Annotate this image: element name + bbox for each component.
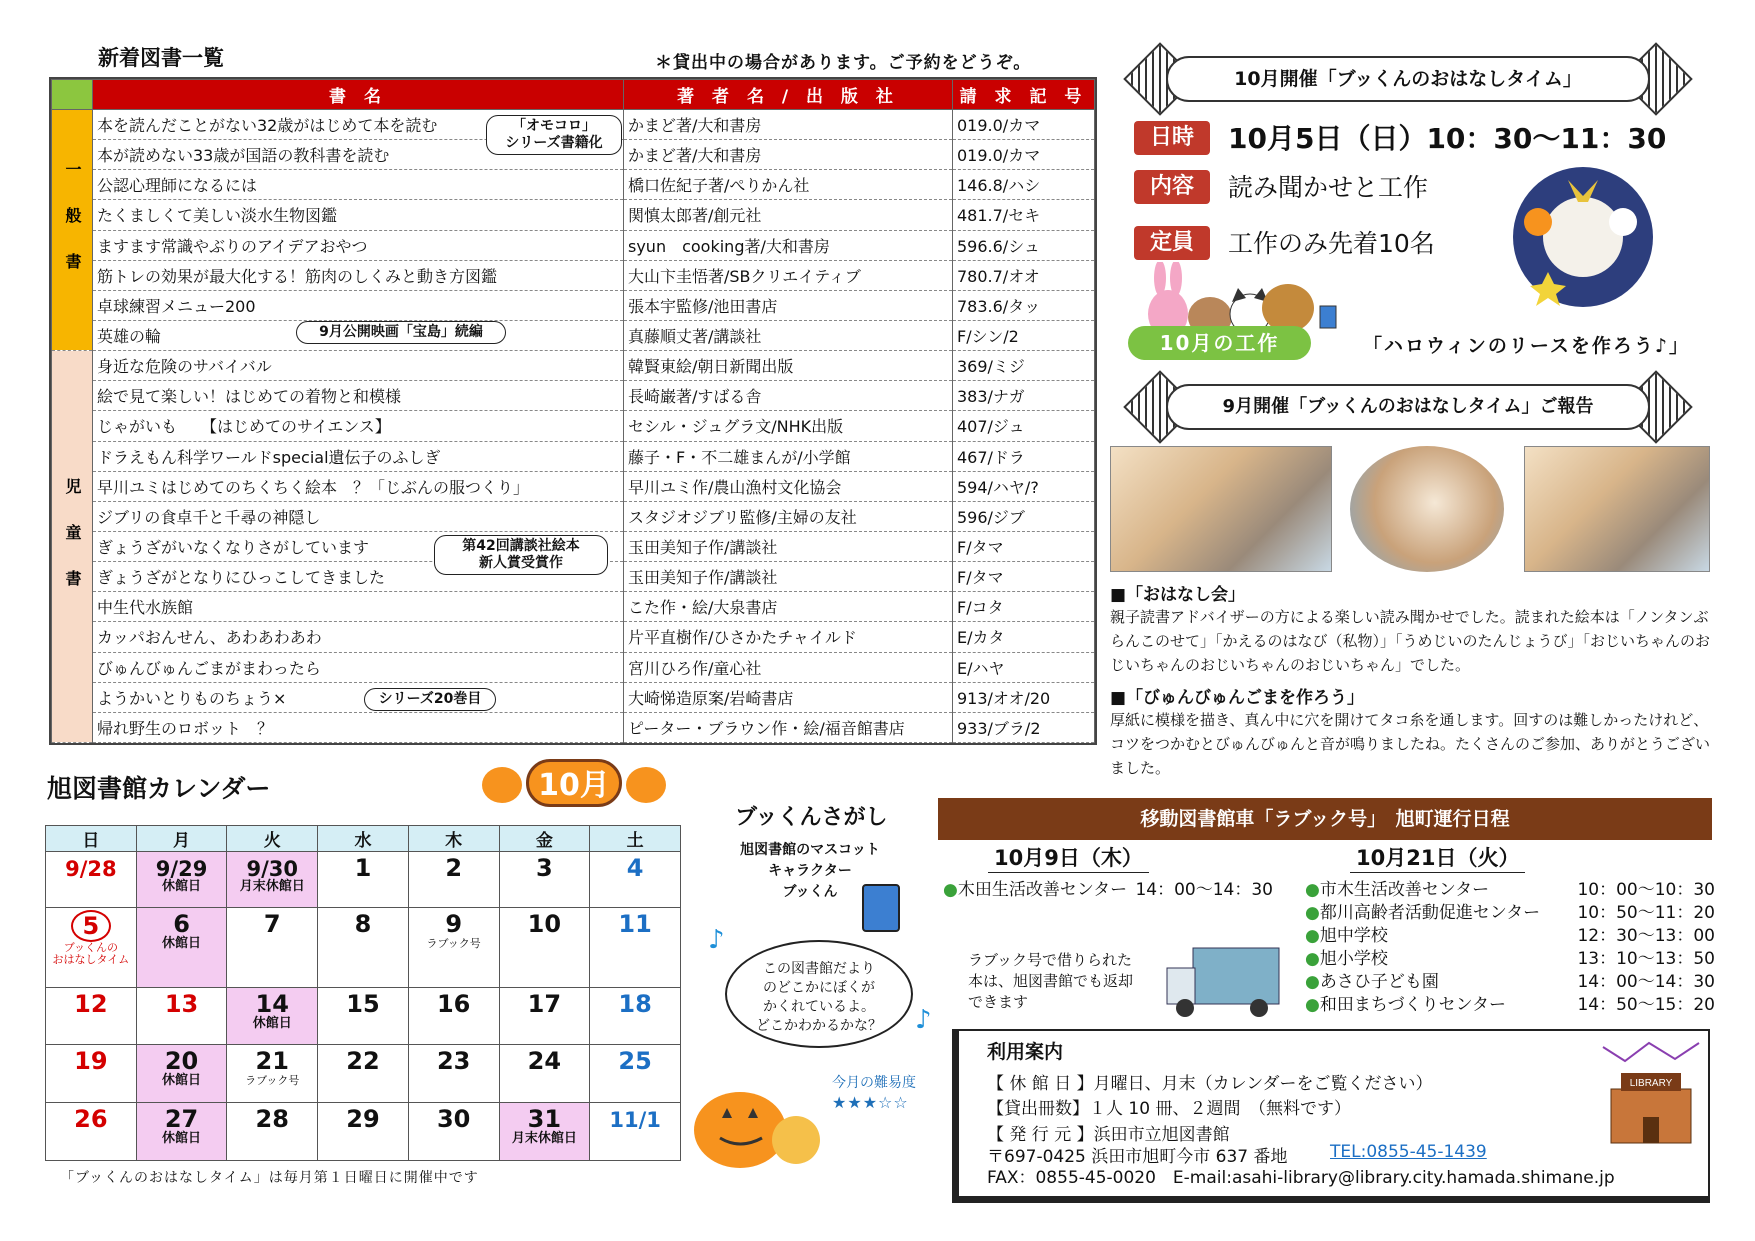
book-author: 藤子・F・不二雄まんが/小学館 (624, 441, 953, 471)
halloween-wreath-photo (1508, 162, 1658, 312)
book-title: ジブリの食卓千と千尋の神隠し (93, 501, 624, 531)
bubble-series: シリーズ20巻目 (364, 688, 496, 711)
day-number: 7 (263, 910, 281, 939)
day-number: 9/29 (155, 857, 208, 881)
weekday-header: 月 (136, 826, 227, 852)
table-row (52, 200, 1095, 230)
day-number: 2 (445, 854, 463, 882)
day-number: 15 (346, 989, 380, 1018)
pumpkin-illustration (692, 1078, 822, 1170)
ohanashi-banner (1128, 50, 1688, 108)
day-number: 9/30 (246, 857, 299, 881)
book-title: 本を読んだことがない32歳がはじめて本を読む (93, 110, 624, 140)
day-number: 10 (527, 910, 562, 939)
book-code: 019.0/カマ (953, 110, 1095, 140)
day-number: 3 (536, 854, 553, 882)
green-dot-icon: ● (1305, 995, 1320, 1015)
calendar-day (227, 1045, 318, 1103)
stop-time: 14：00～14：30 (1577, 972, 1715, 992)
calendar-day (318, 987, 409, 1045)
report-heading-spinning-top: ■「びゅんびゅんごまを作ろう」 (1110, 688, 1365, 708)
book-author: 玉田美知子作/講談社 (624, 562, 953, 592)
truck-stop (1305, 902, 1715, 925)
stop-place: 木田生活改善センター (957, 880, 1128, 900)
pumpkin-icon (626, 767, 666, 803)
book-title: ぎょうざがいなくなりさがしています (93, 531, 624, 561)
book-title: ようかいとりものちょう× (93, 682, 624, 712)
month-label: 10月 (526, 759, 622, 807)
stop-place: 和田まちづくりセンター (1319, 995, 1506, 1015)
date-value: 10月5日（日）10：30～11：30 (1228, 122, 1667, 155)
report-text-spinning-top: 厚紙に模様を描き、真ん中に穴を開けてタコ糸を通します。回すのは難しかったけれど、コツをつかむとびゅんびゅんと音が鳴りましたね。たくさんのご参加、ありがとうございました。 (1110, 711, 1711, 777)
book-title: ドラえもん科学ワールドspecial遺伝子のふしぎ (93, 441, 624, 471)
calendar-day (227, 1103, 318, 1161)
day-number: 21 (255, 1047, 289, 1076)
day-number: 24 (527, 1047, 562, 1076)
day-note: 月末休館日 (511, 1131, 577, 1147)
book-title: 卓球練習メニュー200 (93, 290, 624, 320)
book-author: ピーター・ブラウン作・絵/福音館書店 (624, 712, 953, 742)
day-number: 12 (74, 989, 108, 1018)
storytime-photo (1110, 446, 1332, 572)
calendar-title: 旭図書館カレンダー (47, 774, 271, 803)
category-general: 一般書 (52, 110, 93, 351)
book-author: 早川ユミ作/農山漁村文化協会 (624, 471, 953, 501)
calendar-day (136, 1045, 227, 1103)
table-row (52, 381, 1095, 411)
calendar-grid (45, 825, 681, 1161)
book-code: F/タマ (953, 531, 1095, 561)
table-row (52, 170, 1095, 200)
day-number: 29 (346, 1105, 380, 1134)
stop-place: 都川高齢者活動促進センター (1319, 903, 1541, 923)
book-author: 宮川ひろ作/童心社 (624, 652, 953, 682)
book-author: 張本宇監修/池田書店 (624, 290, 953, 320)
truck-stop (1305, 925, 1715, 948)
difficulty-label: 今月の難易度 (832, 1075, 916, 1091)
calendar-day (46, 987, 137, 1045)
book-title: 身近な危険のサバイバル (93, 351, 624, 381)
books-note: ＊貸出中の場合があります。ご予約をどうぞ。 (655, 53, 1032, 73)
stop-time: 13：10～13：50 (1577, 949, 1715, 969)
calendar-day (408, 1103, 499, 1161)
weekday-header: 土 (590, 826, 681, 852)
book-title: ぎょうざがとなりにひっこしてきました (93, 562, 624, 592)
truck-day1-stops (943, 879, 1273, 902)
green-dot-icon: ● (1305, 949, 1320, 969)
table-row (52, 441, 1095, 471)
weekday-header: 日 (46, 826, 137, 852)
green-dot-icon: ● (1305, 972, 1320, 992)
calendar-day (318, 1103, 409, 1161)
green-dot-icon: ● (1305, 880, 1320, 900)
calendar-day (408, 987, 499, 1045)
day-number: 1 (354, 854, 372, 882)
day-number: 11/1 (609, 1108, 661, 1133)
stop-time: 10：50～11：20 (1577, 903, 1715, 923)
truck-stop (943, 879, 1273, 902)
book-code: 594/ハヤ/? (953, 471, 1095, 501)
book-title: カッパおんせん、あわあわあわ (93, 622, 624, 652)
book-author: かまど著/大和書房 (624, 110, 953, 140)
book-title: 本が読めない33歳が国語の教科書を読む (93, 140, 624, 170)
day-number: 11 (618, 910, 652, 939)
calendar-day (46, 852, 137, 908)
day-number: 30 (436, 1105, 471, 1134)
truck-stop (1305, 971, 1715, 994)
weekday-header: 金 (499, 826, 590, 852)
calendar-day (499, 908, 590, 987)
calendar-day (46, 1103, 137, 1161)
day-number: 27 (164, 1105, 199, 1134)
books-title: 新着図書一覧 (98, 46, 224, 70)
day-number: 19 (74, 1047, 108, 1076)
stop-place: 市木生活改善センター (1319, 880, 1490, 900)
capacity-label: 定員 (1134, 226, 1210, 260)
bubble-omokoro: 「オモコロ」 シリーズ書籍化 (486, 115, 622, 155)
truck-stop (1305, 994, 1715, 1017)
book-code: E/ハヤ (953, 652, 1095, 682)
day-number: 16 (436, 989, 471, 1018)
report-text-storytime: 親子読書アドバイザーの方による楽しい読み聞かせでした。読まれた絵本は「ノンタンぶらんこのせて」「かえるのはなび（私物）」「うめじいのたんじょうび」「おじいちゃんのおじいちゃんのおじいちゃんのおじいちゃん」でした。 (1110, 608, 1711, 674)
calendar-day (46, 1045, 137, 1103)
report-heading-storytime: ■「おはなし会」 (1110, 585, 1246, 605)
info-closed-days: 【 休 館 日 】月曜日、月末（カレンダーをご覧ください） (987, 1074, 1433, 1094)
table-row (52, 501, 1095, 531)
info-address: 〒697-0425 浜田市旭町今市 637 番地 (987, 1147, 1288, 1167)
day-number: 26 (74, 1105, 108, 1134)
bukun-title: ブッくんさがし (735, 805, 888, 830)
book-code: 369/ミジ (953, 351, 1095, 381)
library-building-icon (1599, 1033, 1703, 1145)
calendar-day (227, 908, 318, 987)
day-note: 月末休館日 (239, 879, 305, 894)
book-title: 筋トレの効果が最大化する！筋肉のしくみと動き方図鑑 (93, 260, 624, 290)
weekday-header: 水 (318, 826, 409, 852)
day-note: 休館日 (162, 879, 202, 894)
day-number: 31 (527, 1105, 562, 1134)
book-code: 913/オオ/20 (953, 682, 1095, 712)
book-title: 中生代水族館 (93, 592, 624, 622)
music-note-icon: ♪ (915, 1005, 932, 1035)
calendar-day (136, 987, 227, 1045)
new-books-table (49, 77, 1097, 745)
book-author: syun cooking著/大和書房 (624, 230, 953, 260)
header-author: 著 者 名 / 出 版 社 (624, 80, 953, 110)
table-row (52, 622, 1095, 652)
book-author: 橋口佐紀子著/ぺりかん社 (624, 170, 953, 200)
truck-note: ラブック号で借りられた 本は、旭図書館でも返却 できます (968, 951, 1134, 1011)
day-note: 休館日 (162, 936, 202, 952)
calendar-day (136, 852, 227, 908)
table-row (52, 260, 1095, 290)
calendar-day (46, 908, 137, 987)
category-children: 児童書 (52, 351, 93, 743)
book-title: じゃがいも 【はじめてのサイエンス】 (93, 411, 624, 441)
bukun-mascot-text: 旭図書館のマスコット キャラクター ブッくん (740, 842, 880, 900)
calendar-day (227, 987, 318, 1045)
truck-stop (1305, 948, 1715, 971)
difficulty-stars: ★★★☆☆ (832, 1093, 909, 1112)
book-code: 783.6/タッ (953, 290, 1095, 320)
book-author: 玉田美知子作/講談社 (624, 531, 953, 561)
stop-time: 10：00～10：30 (1577, 880, 1715, 900)
book-code: 780.7/オオ (953, 260, 1095, 290)
book-code: 933/ブラ/2 (953, 712, 1095, 742)
stop-time: 14：50～15：20 (1577, 995, 1715, 1015)
craft-text: 「ハロウィンのリースを作ろう♪」 (1363, 335, 1691, 357)
truck-day2-stops (1305, 879, 1715, 1017)
info-fax-email: FAX：0855-45-0020 E-mail:asahi-library@library.city.hamada.shimane.jp (987, 1168, 1615, 1188)
day-note: ブッくんの おはなしタイム (52, 941, 130, 967)
book-code: E/カタ (953, 622, 1095, 652)
truck-day1: 10月9日（木） (988, 842, 1149, 873)
day-note: 休館日 (252, 1015, 292, 1031)
book-title: びゅんびゅんごまがまわったら (93, 652, 624, 682)
table-row (52, 230, 1095, 260)
book-author: かまど著/大和書房 (624, 140, 953, 170)
day-note: 休館日 (162, 1073, 202, 1089)
bukun-speech-bubble: この図書館だより のどこかにぼくが かくれているよ。 どこかわかるかな？ (725, 940, 913, 1048)
book-title: 帰れ野生のロボット ？ (93, 712, 624, 742)
book-code: 146.8/ハシ (953, 170, 1095, 200)
calendar-day (590, 908, 681, 987)
table-row (52, 411, 1095, 441)
book-author: 韓賢東絵/朝日新聞出版 (624, 351, 953, 381)
calendar-day (590, 1045, 681, 1103)
mobile-library-truck-icon (1163, 944, 1283, 1022)
usage-info-box (952, 1029, 1710, 1203)
calendar-day (590, 852, 681, 908)
day-number: 8 (354, 910, 372, 939)
table-row (52, 712, 1095, 742)
calendar-day (590, 987, 681, 1045)
report-banner-text: 9月開催「ブッくんのおはなしタイム」ご報告 (1166, 384, 1650, 430)
book-code: 481.7/セキ (953, 200, 1095, 230)
content-value: 読み聞かせと工作 (1228, 173, 1429, 202)
table-row (52, 320, 1095, 350)
book-code: 596/ジブ (953, 501, 1095, 531)
weekday-header: 木 (408, 826, 499, 852)
craft-photo (1524, 446, 1710, 572)
stop-place: 旭中学校 (1319, 926, 1388, 946)
capacity-value: 工作のみ先着10名 (1228, 229, 1435, 258)
book-author: 片平直樹作/ひさかたチャイルド (624, 622, 953, 652)
book-author: 関慎太郎著/創元社 (624, 200, 953, 230)
book-code: F/コタ (953, 592, 1095, 622)
day-number: 6 (173, 910, 190, 939)
book-author: 大崎悌造原案/岩崎書店 (624, 682, 953, 712)
day-number: 20 (164, 1047, 199, 1076)
table-row (52, 351, 1095, 381)
calendar-day (318, 852, 409, 908)
calendar-day (408, 908, 499, 987)
book-code: 467/ドラ (953, 441, 1095, 471)
music-note-icon: ♪ (708, 925, 725, 955)
day-number: 17 (527, 989, 562, 1018)
calendar-day (408, 852, 499, 908)
bubble-movie: 9月公開映画「宝島」続編 (296, 321, 506, 344)
header-code: 請 求 記 号 (953, 80, 1095, 110)
day-number: 13 (164, 989, 199, 1018)
day-number: 25 (618, 1047, 652, 1076)
calendar-day (408, 1045, 499, 1103)
date-label: 日時 (1134, 121, 1210, 155)
stop-place: あさひ子ども園 (1319, 972, 1439, 992)
truck-day2: 10月21日（火） (1350, 842, 1525, 873)
month-badge (482, 759, 666, 807)
stop-time: 12：30～13：00 (1577, 926, 1715, 946)
day-number: 9 (445, 910, 463, 939)
book-title: たくましくて美しい淡水生物図鑑 (93, 200, 624, 230)
green-dot-icon: ● (943, 880, 958, 900)
day-number: 9/28 (65, 857, 117, 881)
table-row (52, 471, 1095, 501)
table-row (52, 652, 1095, 682)
day-number: 28 (255, 1105, 289, 1134)
header-title: 書 名 (93, 80, 624, 110)
calendar-day (499, 852, 590, 908)
book-code: F/タマ (953, 562, 1095, 592)
calendar-day (499, 1103, 590, 1161)
pumpkin-icon (482, 767, 522, 803)
table-corner (52, 80, 93, 110)
calendar-day (318, 908, 409, 987)
report-banner (1128, 378, 1688, 436)
stop-place: 旭小学校 (1319, 949, 1388, 969)
truck-stop (1305, 879, 1715, 902)
book-code: 019.0/カマ (953, 140, 1095, 170)
day-note: 休館日 (162, 1131, 202, 1147)
book-title: 英雄の輪 (93, 320, 624, 350)
table-row (52, 290, 1095, 320)
day-number: 4 (626, 854, 644, 882)
calendar-day (590, 1103, 681, 1161)
day-number: 5 (71, 910, 111, 942)
weekday-header: 火 (227, 826, 318, 852)
calendar-footer: 「ブッくんのおはなしタイム」は毎月第１日曜日に開催中です (60, 1170, 479, 1186)
book-title: ますます常識やぶりのアイデアおやつ (93, 230, 624, 260)
book-author: スタジオジブリ監修/主婦の友社 (624, 501, 953, 531)
book-author: 真藤順丈著/講談社 (624, 320, 953, 350)
green-dot-icon: ● (1305, 926, 1320, 946)
calendar-day (227, 852, 318, 908)
day-number: 23 (436, 1047, 471, 1076)
book-title: 絵で見て楽しい！はじめての着物と和模様 (93, 381, 624, 411)
table-row (52, 592, 1095, 622)
content-label: 内容 (1134, 170, 1210, 204)
table-row (52, 682, 1095, 712)
bukun-mascot-icon (862, 884, 900, 932)
calendar-day (318, 1045, 409, 1103)
library-sign-text: LIBRARY (1629, 1078, 1673, 1089)
book-code: F/シン/2 (953, 320, 1095, 350)
truck-schedule-header: 移動図書館車「ラブック号」 旭町運行日程 (938, 798, 1712, 840)
book-title: 公認心理師になるには (93, 170, 624, 200)
stop-time: 14：00～14：30 (1135, 880, 1273, 900)
day-note: ラブック号 (245, 1074, 300, 1088)
info-tel[interactable]: TEL:0855-45-1439 (1330, 1142, 1487, 1162)
calendar-day (136, 908, 227, 987)
info-loan-limit: 【貸出冊数】１人 10 冊、２週間 （無料です） (987, 1099, 1351, 1119)
spinning-top-photo (1350, 446, 1504, 572)
calendar-day (136, 1103, 227, 1161)
ohanashi-banner-text: 10月開催「ブッくんのおはなしタイム」 (1166, 56, 1650, 102)
book-author: 長崎巌著/すばる舎 (624, 381, 953, 411)
info-title: 利用案内 (987, 1041, 1064, 1063)
book-code: 383/ナガ (953, 381, 1095, 411)
day-number: 14 (255, 989, 289, 1018)
day-number: 22 (346, 1047, 380, 1076)
day-note: ラブック号 (426, 937, 481, 951)
book-title: 早川ユミはじめてのちくちく絵本 ？「じぶんの服つくり」 (93, 471, 624, 501)
bubble-award: 第42回講談社絵本 新人賞受賞作 (434, 535, 608, 575)
craft-badge: 10月の工作 (1128, 326, 1311, 360)
day-number: 18 (618, 989, 652, 1018)
book-author: こた作・絵/大泉書店 (624, 592, 953, 622)
book-code: 407/ジュ (953, 411, 1095, 441)
book-author: 大山卞圭悟著/SBクリエイティブ (624, 260, 953, 290)
book-code: 596.6/シュ (953, 230, 1095, 260)
book-author: セシル・ジュグラ文/NHK出版 (624, 411, 953, 441)
calendar-day (499, 987, 590, 1045)
calendar-day (499, 1045, 590, 1103)
green-dot-icon: ● (1305, 903, 1320, 923)
info-publisher: 【 発 行 元 】浜田市立旭図書館 (987, 1125, 1230, 1145)
